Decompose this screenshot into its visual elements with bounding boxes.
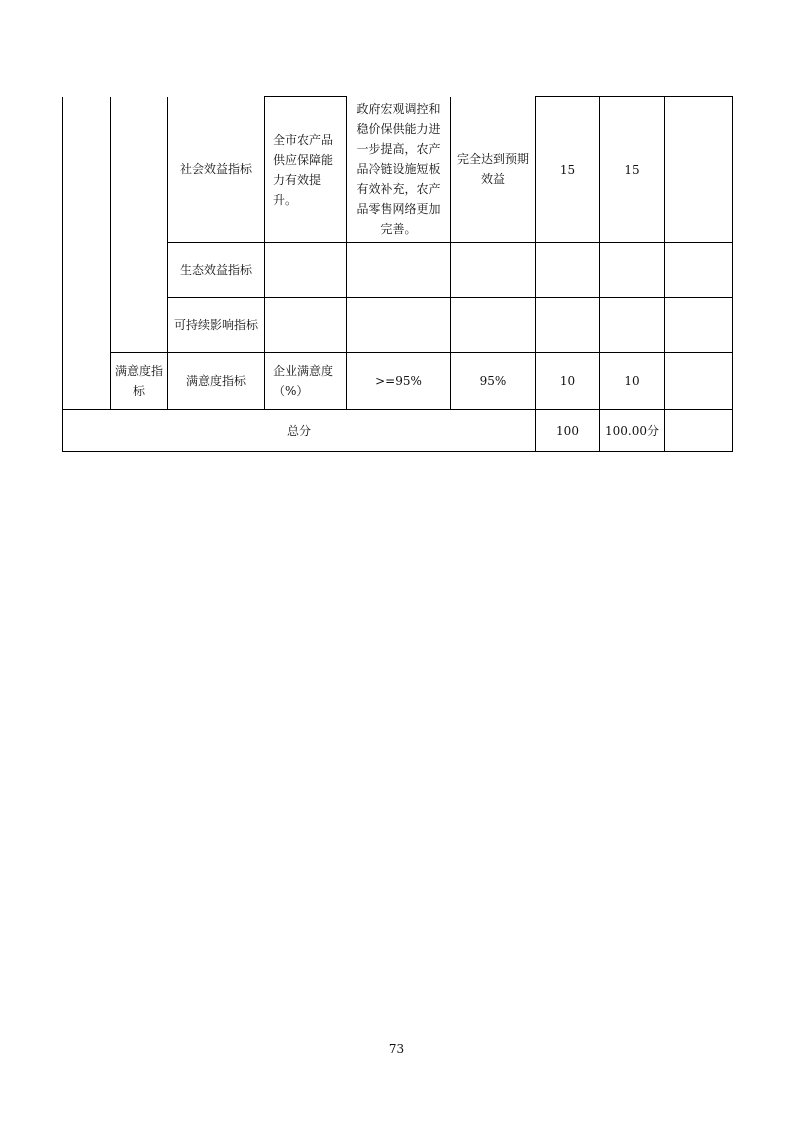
sustainable-impact-score <box>600 298 665 353</box>
satisfaction-score: 10 <box>600 353 665 410</box>
satisfaction-remark <box>665 353 733 410</box>
sustainable-impact-weight <box>536 298 600 353</box>
satisfaction-weight: 10 <box>536 353 600 410</box>
sustainable-impact-remark <box>665 298 733 353</box>
social-benefit-weight: 15 <box>536 97 600 243</box>
sustainable-impact-content <box>265 298 347 353</box>
social-benefit-target: 政府宏观调控和稳价保供能力进一步提高，农产品冷链设施短板有效补充，农产品零售网络更加完善。 <box>347 97 451 243</box>
total-remark <box>665 410 733 452</box>
ecological-benefit-target <box>347 243 451 298</box>
level2-indicator-cell <box>111 97 168 353</box>
social-benefit-remark <box>665 97 733 243</box>
ecological-benefit-weight <box>536 243 600 298</box>
satisfaction-actual: 95% <box>451 353 536 410</box>
sustainable-impact-indicator: 可持续影响指标 <box>168 298 265 353</box>
satisfaction-content: 企业满意度（%） <box>265 353 347 410</box>
social-benefit-row <box>63 97 733 243</box>
ecological-benefit-content <box>265 243 347 298</box>
satisfaction-row <box>63 353 733 410</box>
ecological-benefit-actual <box>451 243 536 298</box>
total-score: 100.00分 <box>600 410 665 452</box>
total-row <box>63 410 733 452</box>
page-number: 73 <box>388 1042 405 1056</box>
sustainable-impact-target <box>347 298 451 353</box>
satisfaction-target: >=95% <box>347 353 451 410</box>
total-label: 总分 <box>63 410 536 452</box>
ecological-benefit-indicator: 生态效益指标 <box>168 243 265 298</box>
satisfaction-category: 满意度指标 <box>111 353 168 410</box>
performance-indicator-table <box>62 96 733 452</box>
social-benefit-score: 15 <box>600 97 665 243</box>
social-benefit-content: 全市农产品供应保障能力有效提升。 <box>265 97 347 243</box>
sustainable-impact-actual <box>451 298 536 353</box>
level1-indicator-cell <box>63 97 111 410</box>
satisfaction-indicator: 满意度指标 <box>168 353 265 410</box>
total-weight: 100 <box>536 410 600 452</box>
ecological-benefit-remark <box>665 243 733 298</box>
social-benefit-actual: 完全达到预期效益 <box>451 97 536 243</box>
social-benefit-indicator: 社会效益指标 <box>168 97 265 243</box>
ecological-benefit-score <box>600 243 665 298</box>
